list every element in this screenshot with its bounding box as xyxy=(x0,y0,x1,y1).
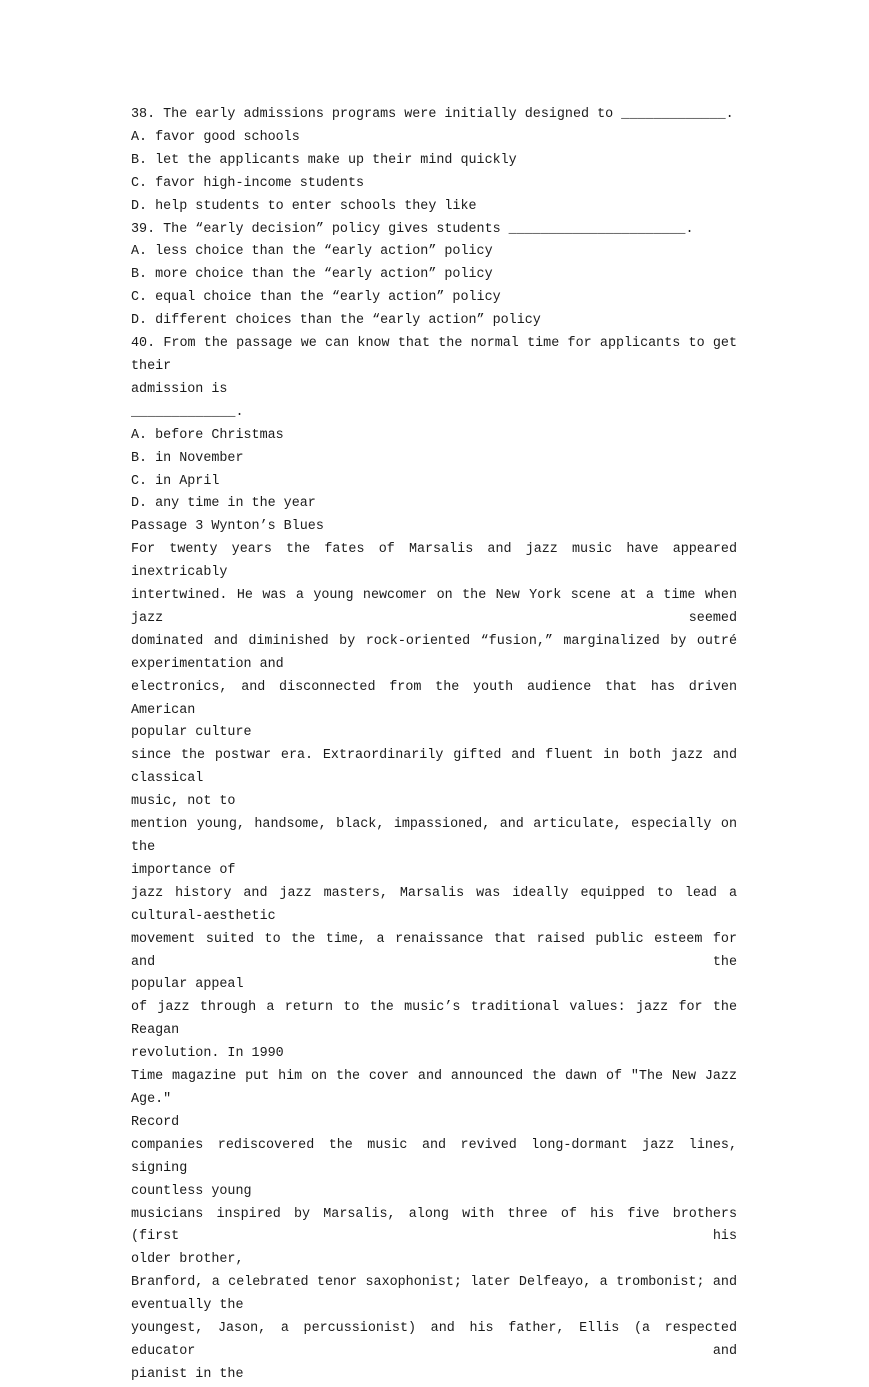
passage-line: youngest, Jason, a percussionist) and his father, Ellis (a respected educator and xyxy=(131,1321,737,1359)
passage-line: popular appeal xyxy=(131,977,244,993)
question-40-option-d: D. any time in the year xyxy=(131,496,316,512)
question-40-stem-line-3: _____________. xyxy=(131,404,244,420)
passage-line: countless young xyxy=(131,1183,252,1199)
question-38-option-b: B. let the applicants make up their mind quickly xyxy=(131,152,517,168)
passage-line: revolution. In 1990 xyxy=(131,1046,284,1062)
passage-line: movement suited to the time, a renaissance that raised public esteem for and the xyxy=(131,931,737,970)
passage-line: cultural-aesthetic xyxy=(131,908,276,924)
passage-line: companies rediscovered the music and revived long-dormant jazz lines, signing xyxy=(131,1137,737,1176)
passage-line: music, not to xyxy=(131,794,236,810)
question-39-option-d: D. different choices than the “early action” policy xyxy=(131,313,541,329)
passage-line: Time magazine put him on the cover and announced the dawn of "The New Jazz Age." xyxy=(131,1069,737,1107)
question-40-option-c: C. in April xyxy=(131,473,220,489)
question-40-option-b: B. in November xyxy=(131,450,244,466)
question-38-option-a: A. favor good schools xyxy=(131,129,300,145)
question-39-option-b: B. more choice than the “early action” policy xyxy=(131,267,493,283)
passage-line: musicians inspired by Marsalis, along with three of his five brothers (first his xyxy=(131,1206,737,1245)
passage-line: popular culture xyxy=(131,725,252,741)
passage-line: pianist in the xyxy=(131,1366,244,1382)
question-40-stem-line-1: 40. From the passage we can know that the normal time for applicants to get their xyxy=(131,336,737,374)
passage-line: since the postwar era. Extraordinarily gifted and fluent in both jazz and classical xyxy=(131,748,737,787)
passage-line: importance of xyxy=(131,862,236,878)
passage-line: jazz history and jazz masters, Marsalis was ideally equipped to lead a xyxy=(131,885,737,901)
question-39-option-a: A. less choice than the “early action” policy xyxy=(131,244,493,260)
passage-line: eventually the xyxy=(131,1298,244,1314)
passage-line: dominated and diminished by rock-oriented “fusion,” marginalized by outré xyxy=(131,633,737,649)
question-40-stem-line-2: admission is xyxy=(131,381,228,397)
passage-line: mention young, handsome, black, impassioned, and articulate, especially on the xyxy=(131,817,737,855)
question-38-stem: 38. The early admissions programs were initially designed to _____________. xyxy=(131,107,734,122)
question-38-option-d: D. help students to enter schools they like xyxy=(131,198,477,214)
passage-line: electronics, and disconnected from the youth audience that has driven American xyxy=(131,679,737,718)
passage-line: intertwined. He was a young newcomer on the New York scene at a time when jazz seemed xyxy=(131,588,737,626)
question-38-option-c: C. favor high-income students xyxy=(131,175,365,191)
passage-line: older brother, xyxy=(131,1252,244,1268)
passage-line: Branford, a celebrated tenor saxophonist; later Delfeayo, a trombonist; and xyxy=(131,1275,737,1291)
page-content xyxy=(131,104,737,1387)
question-39-option-c: C. equal choice than the “early action” policy xyxy=(131,290,501,306)
question-39-stem: 39. The “early decision” policy gives students ______________________. xyxy=(131,221,694,237)
passage-line: experimentation and xyxy=(131,656,284,672)
passage-title: Passage 3 Wynton’s Blues xyxy=(131,519,324,535)
question-40-option-a: A. before Christmas xyxy=(131,427,284,443)
passage-line: For twenty years the fates of Marsalis and jazz music have appeared inextricably xyxy=(131,542,737,581)
passage-line: Record xyxy=(131,1114,180,1130)
passage-line: of jazz through a return to the music’s traditional values: jazz for the Reagan xyxy=(131,1000,737,1039)
